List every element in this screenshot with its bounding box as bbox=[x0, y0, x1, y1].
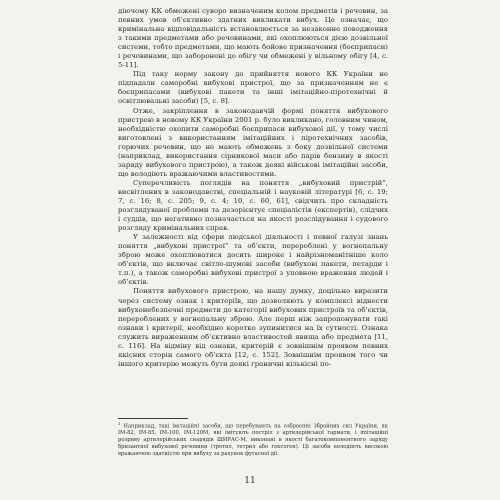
footnote-text: Наприклад, такі імітаційні засоби, що перебувають на озброєнні Збройних сил України, як ІМ-82, ІМ-85, ІМ-100, ІМ-120М, які імітують постріл з артилерійської гармати, і imітаційні розриву артилерійських снарядів ШИРАС-М, виконані в якості багатокомпонентного заряду бризантної вибухової речовини (тротил, тетрил або гексоген). Ці засоби володіють високою вражаючою здатністю при вибуху за рахунок фугасної дії. bbox=[118, 423, 388, 457]
paragraph-1: діючому КК обмежені суворо визначеним колом предметів і речовин, за певних умов об’єктивно здатних викликати вибух. Це означає, що кримінальна відповідальність встановлюється за незаконне поводження з такими предметами або речовинами, які охоплюються дією дозвільної системи, тобто предметами, що мають бойове призначення (боєприпаси) і речовинами, що заборонені до обігу чи обмежені у вільному обігу [4, с. 5-11]. bbox=[118, 7, 388, 70]
paragraph-3: Отже, закріплення в законодавчій формі поняття вибухового пристрою в новому КК України 2001 р. було викликано, головним чином, необхідністю охопити саморобні боєприпаси вибухової дії, у тому числі виготовлені з використанням імітаційних і піротехнічних засобів, горючих речовин, що не мають обмежень з боку дозвільної системи (наприклад, використання сірникової маси або парів бензину в якості заряду вибухового пристрою), а також деякі військові імітаційні засоби, що володіють вражаючими властивостями. bbox=[118, 106, 388, 178]
paragraph-4 bbox=[118, 179, 388, 233]
paragraph-6: Поняття вибухового пристрою, на нашу думку, доцільно виразити через систему ознак і критеріїв, що дозволяють у комплексі віднести вибухонебезпечні предмети до категорії вибухових пристроїв та об’єктів, перероблених у вогнепальну зброю. Але перш ніж запропонувати такі ознаки і критерії, необхідно коротко зупинитися на їх сутності. Ознака служить вираженням об’єктивно властивостей явища або предмета [11, с. 116]. На відміну від ознаки, критерій є зовнішнім проявом певних якісних сторін самого об’єкта [12, с. 152]. Зовнішнім проявом того чи іншого критерію можуть бути деякі граничні кількісні по- bbox=[118, 287, 388, 368]
body-text bbox=[118, 7, 388, 369]
footnote-divider bbox=[118, 418, 188, 419]
footnote-marker: 1 bbox=[118, 421, 121, 426]
paragraph-2: Під таку норму закону до прийняття нового КК України не підпадали саморобні вибухові пристрої, що за призначенням не є боєприпасами (вибухові пакети та інші імітаційно-піротехнічні й освітлювальні засоби) [5, с. 8]. bbox=[118, 70, 388, 106]
page-number: 11 bbox=[244, 476, 256, 486]
paragraph-5: У залежності від сфери людської діяльності і певної галузі знань поняття „вибухові пристрої” та об’єкти, перероблені у вогнепальну зброю може охоплюватися досить широке і найрізноманітніше коло об’єктів, що включає світло-шумові засоби (вибухові пакети, петарди і т.п.), а також саморобні вибухові пристрої з уповною враження людей і об’єктів. bbox=[118, 233, 388, 287]
footnote bbox=[118, 421, 388, 457]
paragraph-4-text: Суперечливість поглядів на поняття „вибуховий пристрій”, висвітлених в законодавстві, спеціальній і науковій літературі [6, с. 19; 7, с. 16; 8, с. 205; 9, с. 4; 10, с. 60, 61], свідчить про складність розглядуваної проблеми та дезорієнтує спеціалістів (експертів), слідчих і суддів, що негативно позначається на якості розслідування і судового розгляду кримінальних справ. bbox=[118, 178, 388, 233]
